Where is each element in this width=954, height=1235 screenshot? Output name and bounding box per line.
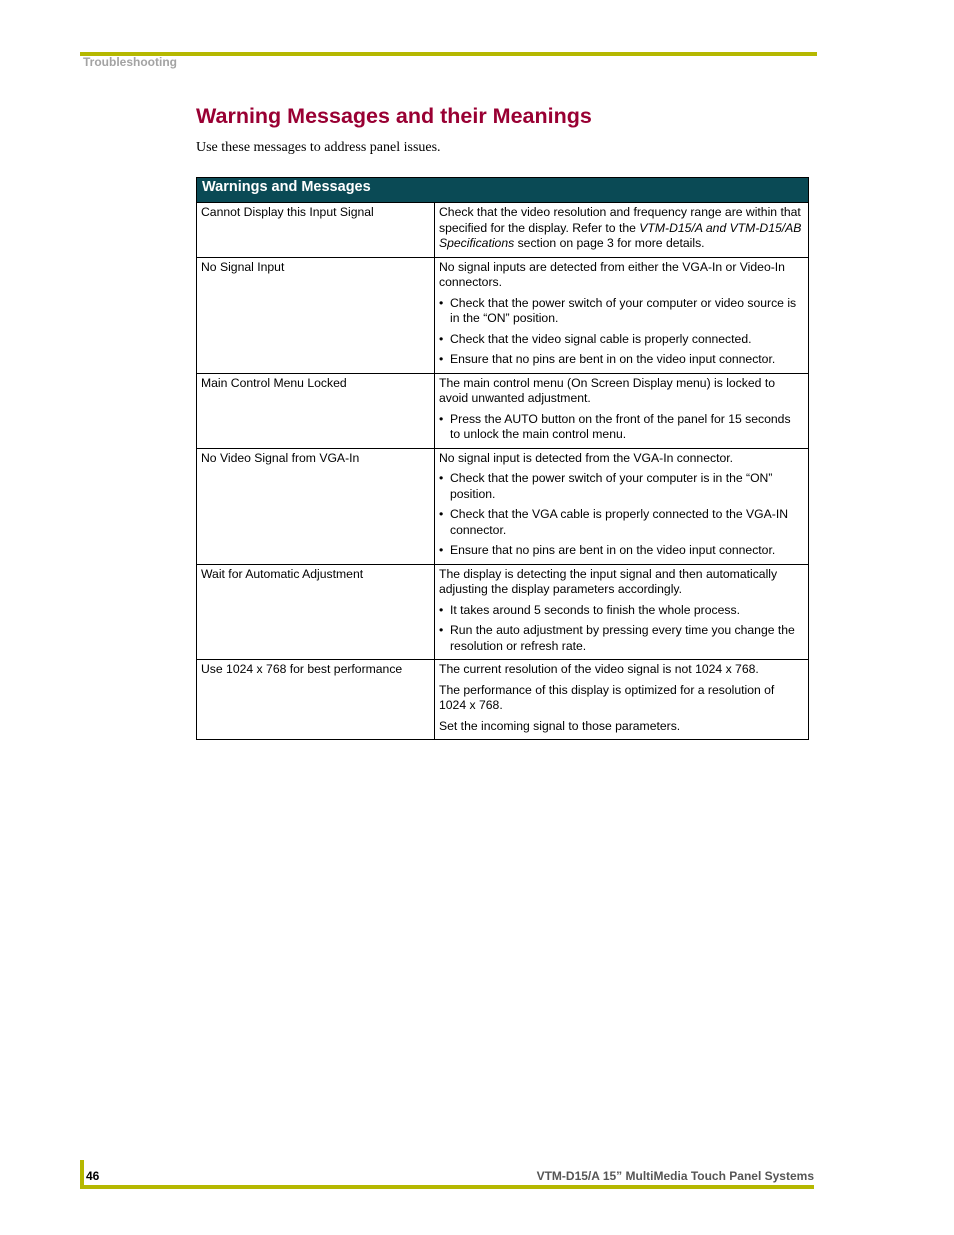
- bullet-list: [439, 296, 804, 368]
- description-text: No signal inputs are detected from either the VGA-In or Video-In connectors.: [439, 259, 785, 289]
- intro-text: Use these messages to address panel issues.: [196, 140, 441, 155]
- warning-description: [435, 203, 809, 258]
- footer-rule: [80, 1185, 814, 1189]
- warning-description: [435, 257, 809, 373]
- warning-message: Cannot Display this Input Signal: [197, 203, 435, 258]
- header-rule: [80, 52, 817, 56]
- description-text: No signal input is detected from the VGA-In connector.: [439, 450, 734, 465]
- bullet-item: • Ensure that no pins are bent in on the video input connector.: [439, 543, 804, 559]
- page-number: 46: [86, 1169, 100, 1183]
- running-head: Troubleshooting: [83, 55, 177, 69]
- warning-description: [435, 373, 809, 448]
- table-row: [197, 257, 809, 373]
- footer-doc-title: VTM-D15/A 15” MultiMedia Touch Panel Systems: [536, 1169, 814, 1183]
- bullet-list: [439, 412, 804, 443]
- table-header-row: [197, 178, 809, 203]
- description-text: The current resolution of the video signal is not 1024 x 768.: [439, 662, 759, 676]
- table-row: [197, 448, 809, 564]
- warning-description: [435, 564, 809, 660]
- bullet-item: • Run the auto adjustment by pressing every time you change the resolution or refresh rate.: [439, 623, 804, 654]
- warning-description: [435, 448, 809, 564]
- description-text: The performance of this display is optimized for a resolution of 1024 x 768.: [439, 682, 775, 712]
- description-text: The display is detecting the input signal and then automatically adjusting the display parameters accordingly.: [439, 566, 778, 596]
- warning-message: Wait for Automatic Adjustment: [197, 564, 435, 660]
- description-text-part: section on page 3 for more details.: [514, 236, 705, 250]
- bullet-item: • Press the AUTO button on the front of the panel for 15 seconds to unlock the main control menu.: [439, 412, 804, 443]
- warning-message: No Signal Input: [197, 257, 435, 373]
- page-title: Warning Messages and their Meanings: [196, 104, 592, 128]
- bullet-item: • Check that the video signal cable is properly connected.: [439, 332, 804, 348]
- bullet-list: [439, 603, 804, 655]
- description-text: Set the incoming signal to those parameters.: [439, 718, 681, 733]
- table-row: [197, 373, 809, 448]
- bullet-item: • Ensure that no pins are bent in on the video input connector.: [439, 352, 804, 368]
- description-text: [439, 205, 804, 252]
- bullet-list: [439, 471, 804, 559]
- spec-reference: VTM-D15/A and VTM-D15/AB Specifications: [439, 220, 802, 250]
- table-row: [197, 660, 809, 740]
- warning-message: Main Control Menu Locked: [197, 373, 435, 448]
- bullet-item: • Check that the VGA cable is properly connected to the VGA-IN connector.: [439, 507, 804, 538]
- description-text-part: Check that the video resolution and frequency range are within that specified for the display. Refer to the: [439, 205, 801, 235]
- bullet-item: • Check that the power switch of your computer is in the “ON” position.: [439, 471, 804, 502]
- bullet-item: • It takes around 5 seconds to finish the whole process.: [439, 603, 804, 619]
- warnings-table: [196, 177, 809, 740]
- table-row: [197, 203, 809, 258]
- warning-message: No Video Signal from VGA-In: [197, 448, 435, 564]
- table-row: [197, 564, 809, 660]
- description-text: The main control menu (On Screen Display menu) is locked to avoid unwanted adjustment.: [439, 375, 775, 405]
- bullet-item: • Check that the power switch of your computer or video source is in the “ON” position.: [439, 296, 804, 327]
- warning-message: Use 1024 x 768 for best performance: [197, 660, 435, 740]
- warning-description: [435, 660, 809, 740]
- table-header: Warnings and Messages: [197, 178, 809, 203]
